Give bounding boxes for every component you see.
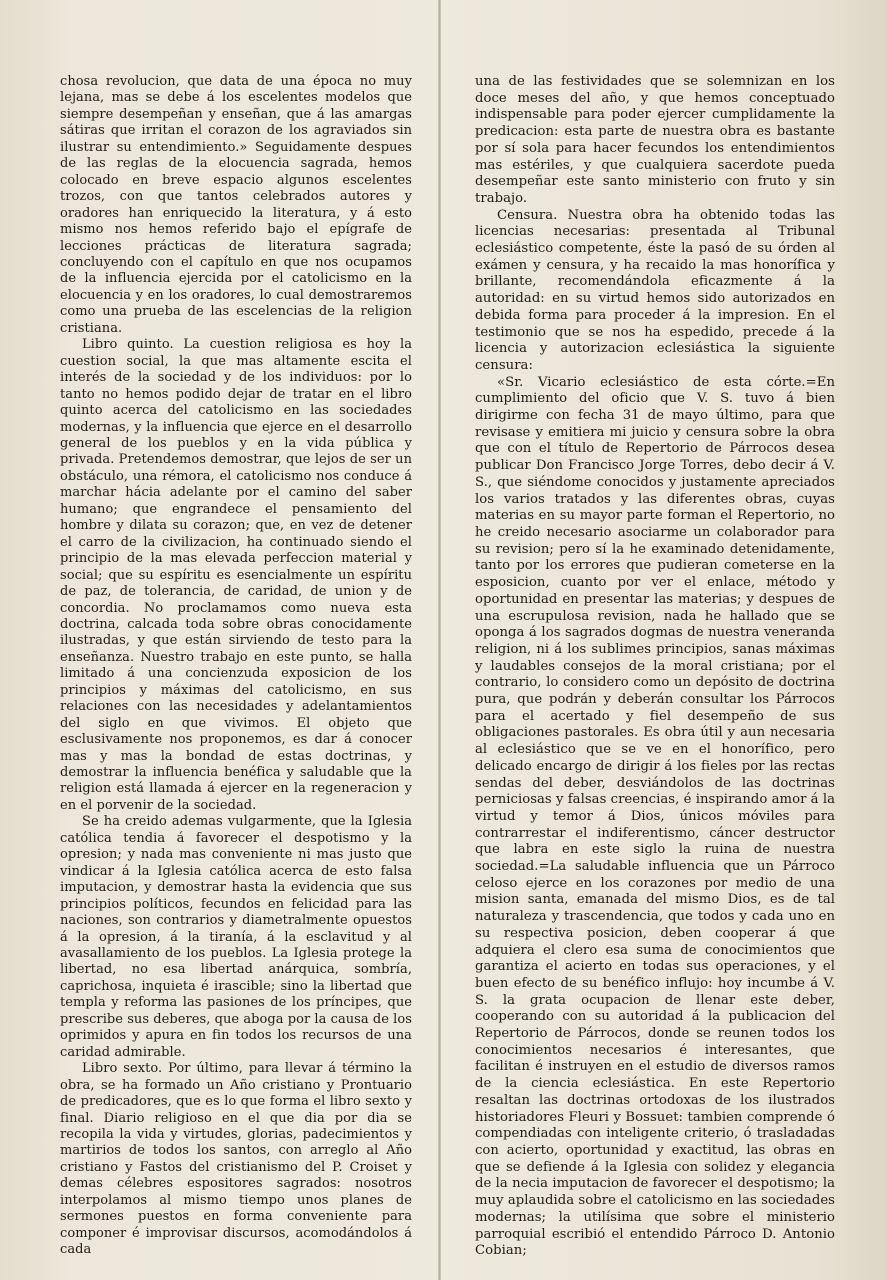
paragraph: una de las festividades que se solemnizan en los doce meses del año, y que hemos conceptuado indispensable para poder ejercer cumplidamente la predicacion: esta parte de nuestra obra es bastante por sí sola para hacer fecundos los entendimientos mas estériles, y que cualquiera sacerdote pueda desempeñar este santo ministerio con fruto y sin trabajo.: [475, 74, 835, 206]
paragraph-libro-sexto: Libro sexto. Por último, para llevar á término la obra, se ha formado un Año cristiano y Prontuario de predicadores, que es lo que forma el libro sexto y final. Diario religioso en el que dia por dia se recopila la vida y virtudes, glorias, padecimientos y martirios de todos los santos, con arreglo al Año cristiano y Fastos del cristianismo del P. Croiset y demas célebres espositores sagrados: nosotros interpolamos al mismo tiempo unos planes de sermones puestos en forma conveniente para componer é improvisar discursos, acomodándolos á cada: [60, 1061, 412, 1258]
right-column: [475, 74, 835, 1260]
paragraph-quoted-censura: «Sr. Vicario eclesiástico de esta córte.=En cumplimiento del oficio que V. S. tuvo á bien dirigirme con fecha 31 de mayo último, para que revisase y emitiera mi juicio y censura sobre la obra que con el título de Repertorio de Párrocos desea publicar Don Francisco Jorge Torres, debo decir á V. S., que siéndome conocidos y justamente apreciados los varios tratados y las diferentes obras, cuyas materias en su mayor parte forman el Repertorio, no he creido necesario asociarme un colaborador para su revision; pero sí la he examinado detenidamente, tanto por los errores que pudieran cometerse en la esposicion, cuanto por ver el enlace, método y oportunidad en presentar las materias; y despues de una escrupulosa revision, nada he hallado que se oponga á los sagrados dogmas de nuestra veneranda religion, ni á los sublimes principios, sanas máximas y laudables consejos de la moral cristiana; por el contrario, lo considero como un depósito de doctrina pura, que podrán y deberán consultar los Párrocos para el acertado y fiel desempeño de sus obligaciones pastorales. Es obra útil y aun necesaria al eclesiástico que se ve en el honorífico, pero delicado encargo de dirigir á los fieles por las rectas sendas del deber, desviándolos de las doctrinas perniciosas y falsas creencias, é inspirando amor á la virtud y temor á Dios, únicos móviles para contrarrestar el indiferentismo, cáncer destructor que labra en este siglo la ruina de nuestra sociedad.=La saludable influencia que un Párroco celoso ejerce en los corazones por medio de una mision santa, emanada del mismo Dios, es de tal naturaleza y trascendencia, que todos y cada uno en su respectiva posicion, deben cooperar á que adquiera el clero esa suma de conocimientos que garantiza el acierto en todas sus operaciones, y el buen efecto de su benéfico influjo: hoy incumbe á V. S. la grata ocupacion de llenar este deber, cooperando con su autoridad á la publicacion del Repertorio de Párrocos, donde se reunen todos los conocimientos necesarios é interesantes, que facilitan é instruyen en el estudio de diversos ramos de la ciencia eclesiástica. En este Repertorio resaltan las doctrinas ortodoxas de los ilustrados historiadores Fleuri y Bossuet: tambien comprende ó compendiadas con inteligente criterio, ó trasladadas con acierto, oportunidad y exactitud, las obras en que se defiende á la Iglesia con solidez y elegancia de la necia imputacion de favorecer el despotismo; la muy aplaudida sobre el catolicismo en las sociedades modernas; la utilísima que sobre el ministerio parroquial escribió el entendido Párroco D. Antonio Cobian;: [475, 374, 835, 1259]
paragraph-censura: Censura. Nuestra obra ha obtenido todas las licencias necesarias: presentada al Tribunal eclesiástico competente, éste la pasó de su órden al exámen y censura, y ha recaido la mas honorífica y brillante, recomendándola eficazmente á la autoridad: en su virtud hemos sido autorizados en debida forma para proceder á la impresion. En el testimonio que se nos ha espedido, precede á la licencia y autorizacion eclesiástica la siguiente censura:: [475, 207, 835, 373]
paragraph-libro-quinto: Libro quinto. La cuestion religiosa es hoy la cuestion social, la que mas altamente escita el interés de la sociedad y de los individuos: por lo tanto no hemos podido dejar de tratar en el libro quinto acerca del catolicismo en las sociedades modernas, y la influencia que ejerce en el desarrollo general de los pueblos y en la vida pública y privada. Pretendemos demostrar, que lejos de ser un obstáculo, una rémora, el catolicismo nos conduce á marchar hácia adelante por el camino del saber humano; que engrandece el pensamiento del hombre y dilata su corazon; que, en vez de detener el carro de la civilizacion, ha continuado siendo el principio de la mas elevada perfeccion material y social; que su espíritu es esencialmente un espíritu de paz, de tolerancia, de caridad, de union y de concordia. No proclamamos como nueva esta doctrina, calcada toda sobre obras conocidamente ilustradas, y que están sirviendo de testo para la enseñanza. Nuestro trabajo en este punto, se halla limitado á una concienzuda exposicion de los principios y máximas del catolicismo, en sus relaciones con las necesidades y adelantamientos del siglo en que vivimos. El objeto que esclusivamente nos proponemos, es dar á conocer mas y mas la bondad de estas doctrinas, y demostrar la influencia benéfica y saludable que la religion está llamada á ejercer en la regeneracion y en el porvenir de la sociedad.: [60, 337, 412, 813]
column-divider: [438, 0, 441, 1280]
paragraph: Se ha creido ademas vulgarmente, que la Iglesia católica tendia á favorecer el despotismo y la opresion; y nada mas conveniente ni mas justo que vindicar á la Iglesia católica acerca de esto falsa imputacion, y demostrar hasta la evidencia que sus principios políticos, fecundos en felicidad para las naciones, son contrarios y diametralmente opuestos á la opresion, á la tiranía, á la esclavitud y al avasallamiento de los pueblos. La Iglesia protege la libertad, no esa libertad anárquica, sombría, caprichosa, inquieta é irascible; sino la libertad que templa y reforma las pasiones de los príncipes, que prescribe sus deberes, que aboga por la causa de los oprimidos y apura en fin todos los recursos de una caridad admirable.: [60, 814, 412, 1060]
left-column: [60, 74, 412, 1259]
paragraph: chosa revolucion, que data de una época no muy lejana, mas se debe á los escelentes modelos que siempre desempeñan y enseñan, que á las amargas sátiras que irritan el corazon de los agraviados sin ilustrar su entendimiento.» Seguidamente despues de las reglas de la elocuencia sagrada, hemos colocado en breve espacio algunos escelentes trozos, con que tantos celebrados autores y oradores han enriquecido la literatura, y á esto mismo nos hemos referido bajo el epígrafe de lecciones prácticas de literatura sagrada; concluyendo con el capítulo en que nos ocupamos de la influencia ejercida por el catolicismo en la elocuencia y en los oradores, lo cual demostraremos como una prueba de las escelencias de la religion cristiana.: [60, 74, 412, 336]
